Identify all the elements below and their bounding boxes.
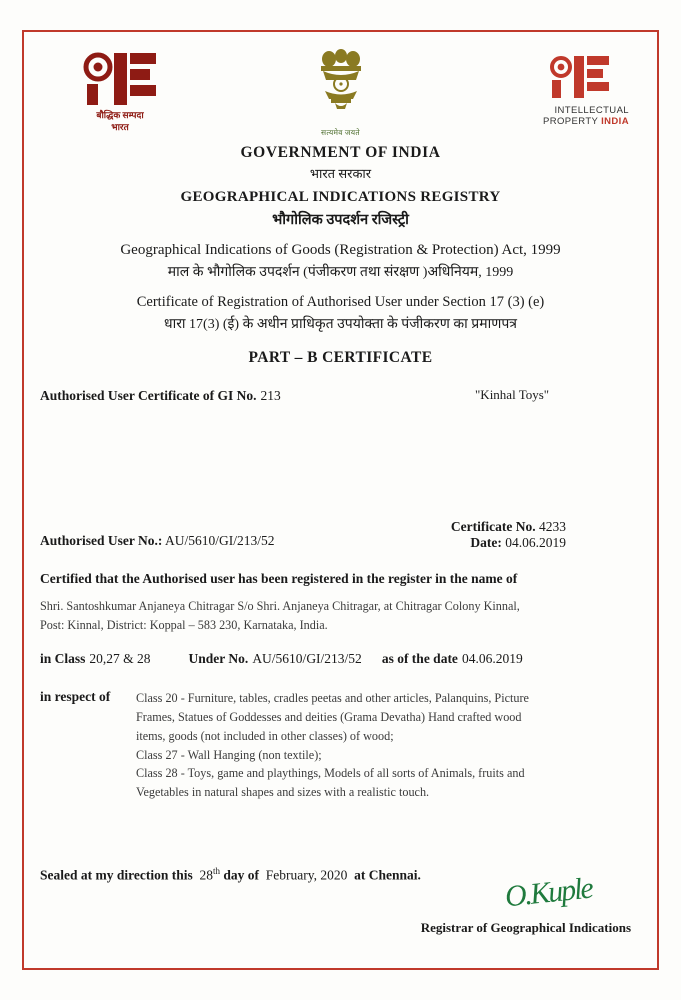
registry-title: GEOGRAPHICAL INDICATIONS REGISTRY (180, 189, 501, 205)
in-respect-of-section (40, 689, 641, 802)
auc-row (40, 387, 641, 407)
registrar-title: Registrar of Geographical Indications (420, 919, 631, 935)
certified-statement: Certified that the Authorised user has been registered in the register in the name of (40, 571, 518, 586)
registrant-address-line2: Post: Kinnal, District: Koppal – 583 230, Karnataka, India. (40, 617, 328, 632)
ipr-logo-caption-line1: बौद्धिक सम्पदा (96, 110, 144, 120)
certificate-number-label: Certificate No. (450, 519, 536, 534)
ip-logo-line2 (493, 116, 629, 127)
auc-label: Authorised User Certificate of GI No. (40, 388, 257, 403)
registrar-signature: O.Kuple (503, 871, 594, 914)
goods-line-4: Class 27 - Wall Hanging (non textile); (136, 747, 322, 762)
sealed-day-suffix: th (213, 866, 221, 877)
goods-line-3: items, goods (not included in other classes) of wood; (136, 728, 394, 743)
registrant-address (40, 597, 570, 635)
header-logos (40, 42, 641, 142)
certificate-subtitle: Certificate of Registration of Authorised User under Section 17 (3) (e) (136, 294, 545, 310)
under-no-label: Under No. (188, 650, 249, 666)
ipr-india-logo (55, 50, 185, 133)
gi-product-name: "Kinhal Toys" (475, 387, 550, 402)
government-title-hindi: भारत सरकार (309, 166, 372, 181)
authorised-user-no-row (40, 533, 641, 555)
certificate-content (40, 42, 641, 960)
ip-logo-india: INDIA (601, 116, 629, 128)
part-b-heading: PART – B CERTIFICATE (248, 349, 433, 366)
registrant-address-line1: Shri. Santoshkumar Anjaneya Chitragar S/o Shri. Anjaneya Chitragar, at Chitragar Colony Kinnal, (40, 599, 520, 613)
ip-logo-property: PROPERTY (542, 116, 602, 128)
goods-line-5: Class 28 - Toys, game and playthings, Models of all sorts of Animals, fruits and (136, 766, 525, 781)
intellectual-property-india-logo (493, 54, 633, 128)
class-row (40, 651, 641, 667)
certificate-date-label: Date: (470, 535, 502, 550)
sealed-month-year: February, 2020 (265, 867, 348, 883)
in-class-value: 20,27 & 28 (89, 650, 151, 666)
ipr-logo-caption-line2: भारत (111, 122, 129, 133)
in-respect-of-label: in respect of (40, 688, 111, 704)
as-of-date-value: 04.06.2019 (461, 650, 523, 666)
ip-india-wordmark (493, 105, 633, 128)
title-block (40, 144, 641, 367)
satyameva-jayate-motto: सत्यमेव जयते (320, 128, 360, 137)
sealed-day-of: day of (223, 867, 260, 883)
as-of-date-label: as of the date (381, 650, 458, 666)
sealed-prefix: Sealed at my direction this (40, 867, 193, 883)
ip-india-emblem-icon (547, 54, 633, 102)
auc-value: 213 (260, 388, 281, 403)
certificate-date-value: 04.06.2019 (505, 535, 566, 550)
ashoka-lion-capital-icon (309, 44, 373, 122)
certificate-subtitle-hindi: धारा 17(3) (ई) के अधीन प्राधिकृत उपयोक्ता के पंजीकरण का प्रमाणपत्र (163, 317, 518, 332)
authorised-user-no-value: AU/5610/GI/213/52 (165, 533, 275, 548)
sealed-day: 28 (199, 867, 213, 883)
registry-title-hindi: भौगोलिक उपदर्शन रजिस्ट्री (272, 212, 409, 228)
government-title: GOVERNMENT OF INDIA (240, 144, 441, 161)
act-title: Geographical Indications of Goods (Registration & Protection) Act, 1999 (120, 242, 561, 258)
act-title-hindi: माल के भौगोलिक उपदर्शन (पंजीकरण तथा संरक्षण )अधिनियम, 1999 (167, 265, 514, 280)
goods-line-2: Frames, Statues of Goddesses and deities (Grama Devatha) Hand crafted wood (136, 709, 522, 724)
ipr-emblem-icon (81, 50, 159, 108)
sealed-place: at Chennai. (354, 867, 421, 883)
authorised-user-no-label: Authorised User No.: (40, 533, 163, 548)
ip-logo-line1: INTELLECTUAL (554, 105, 629, 116)
national-emblem (286, 44, 396, 138)
goods-line-6: Vegetables in natural shapes and sizes with a realistic touch. (136, 785, 430, 800)
goods-description (136, 689, 586, 802)
under-no-value: AU/5610/GI/213/52 (252, 650, 362, 666)
goods-line-1: Class 20 - Furniture, tables, cradles peetas and other articles, Palanquins, Picture (136, 690, 529, 705)
certificate-number-value: 4233 (539, 519, 566, 534)
in-class-label: in Class (40, 650, 86, 666)
